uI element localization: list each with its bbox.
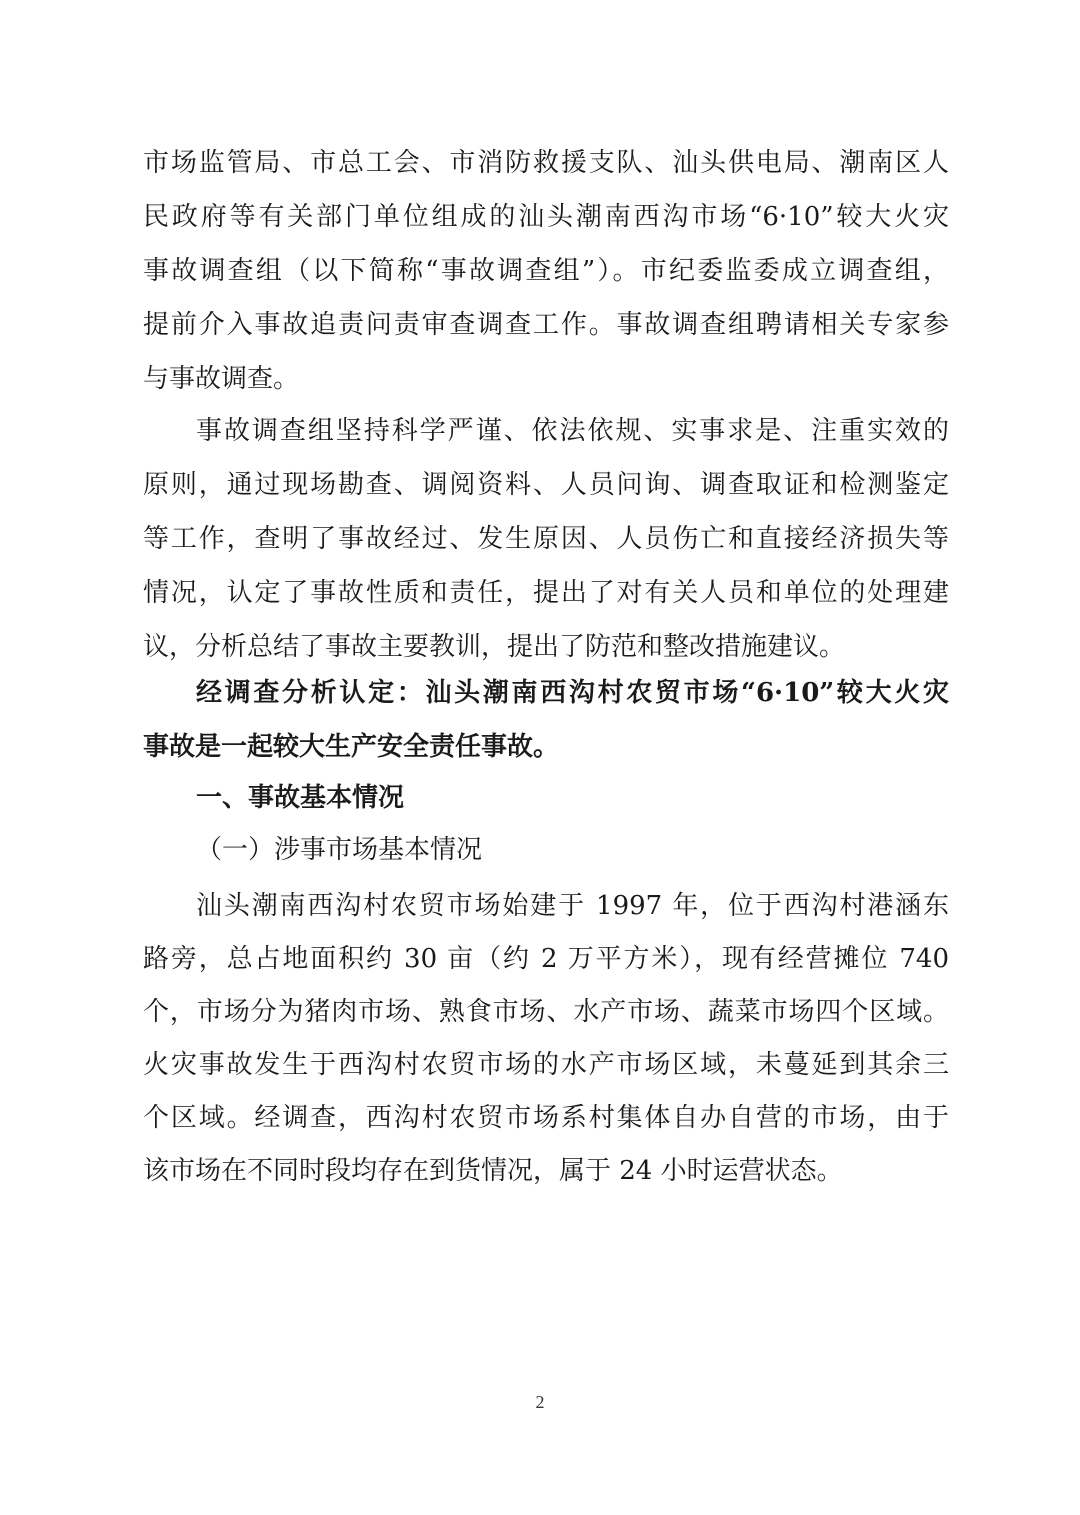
paragraph-line: 议，分析总结了事故主要教训，提出了防范和整改措施建议。 xyxy=(143,632,846,662)
paragraph-line: 汕头潮南西沟村农贸市场始建于 1997 年，位于西沟村港涵东 xyxy=(196,891,949,921)
section-heading: 一、事故基本情况 xyxy=(196,783,405,813)
paragraph-line: 路旁，总占地面积约 30 亩（约 2 万平方米），现有经营摊位 740 xyxy=(143,944,949,974)
paragraph-line: 事故调查组（以下简称“事故调查组”）。市纪委监委成立调查组， xyxy=(143,256,949,286)
page-number: 2 xyxy=(535,1392,545,1412)
paragraph-line: 情况，认定了事故性质和责任，提出了对有关人员和单位的处理建 xyxy=(143,578,949,608)
conclusion-line: 经调查分析认定：汕头潮南西沟村农贸市场“6·10”较大火灾 xyxy=(196,678,949,708)
paragraph-line: 与事故调查。 xyxy=(143,364,300,394)
subsection-heading: （一）涉事市场基本情况 xyxy=(196,835,483,865)
paragraph-line: 民政府等有关部门单位组成的汕头潮南西沟市场“6·10”较大火灾 xyxy=(143,202,949,232)
paragraph-line: 市场监管局、市总工会、市消防救援支队、汕头供电局、潮南区人 xyxy=(143,148,949,178)
conclusion-line: 事故是一起较大生产安全责任事故。 xyxy=(143,732,560,762)
paragraph-line: 原则，通过现场勘查、调阅资料、人员问询、调查取证和检测鉴定 xyxy=(143,470,949,500)
paragraph-line: 个区域。经调查，西沟村农贸市场系村集体自办自营的市场，由于 xyxy=(143,1103,949,1133)
paragraph-line: 个，市场分为猪肉市场、熟食市场、水产市场、蔬菜市场四个区域。 xyxy=(143,997,949,1027)
paragraph-line: 提前介入事故追责问责审查调查工作。事故调查组聘请相关专家参 xyxy=(143,310,949,340)
paragraph-line: 等工作，查明了事故经过、发生原因、人员伤亡和直接经济损失等 xyxy=(143,524,949,554)
paragraph-line: 该市场在不同时段均存在到货情况，属于 24 小时运营状态。 xyxy=(143,1156,843,1186)
paragraph-line: 火灾事故发生于西沟村农贸市场的水产市场区域，未蔓延到其余三 xyxy=(143,1050,949,1080)
paragraph-line: 事故调查组坚持科学严谨、依法依规、实事求是、注重实效的 xyxy=(196,416,949,446)
